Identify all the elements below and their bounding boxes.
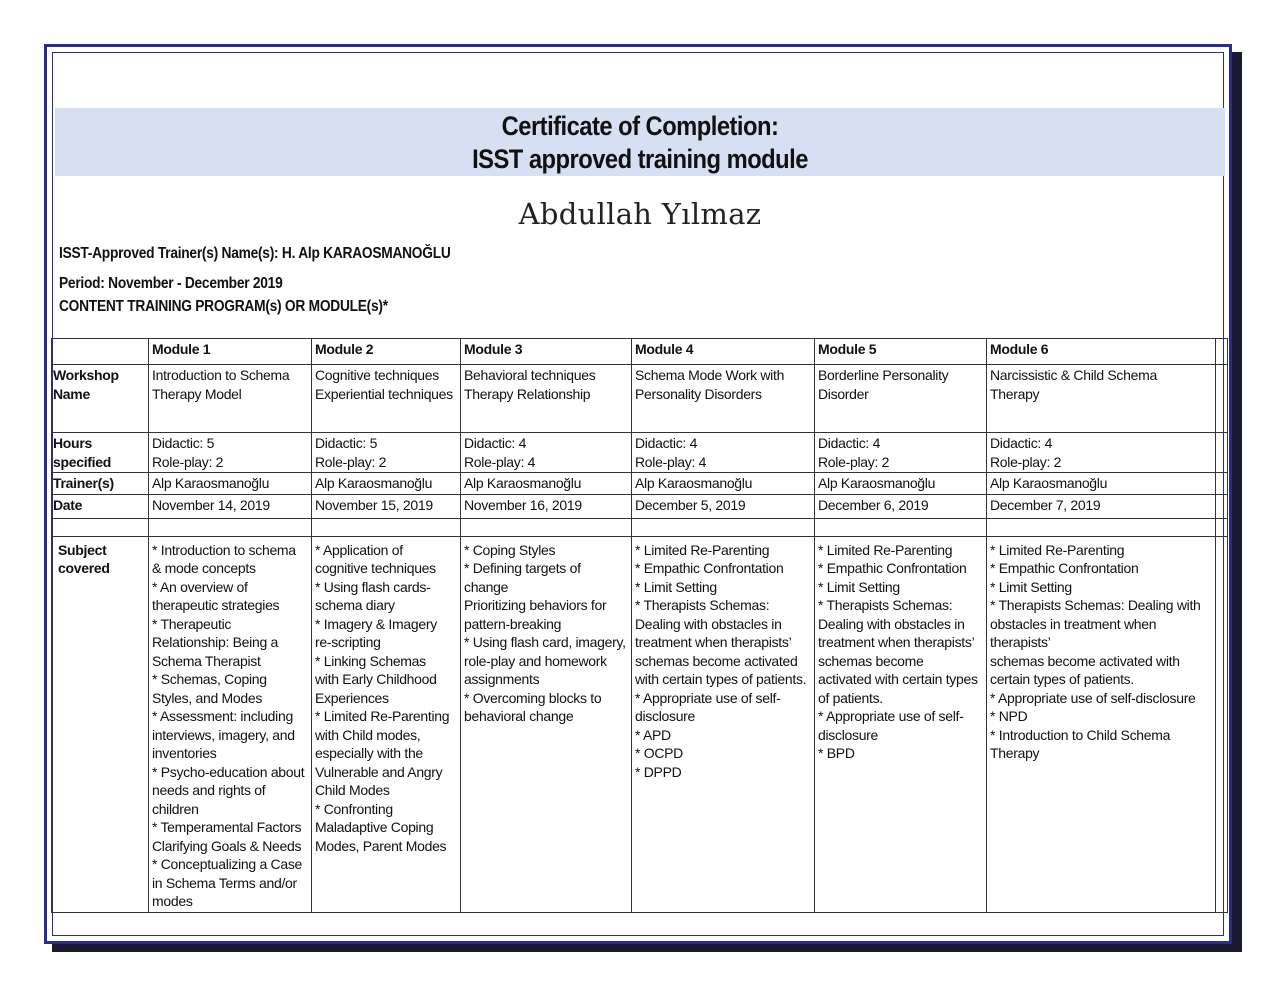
cell-line: Therapy Relationship bbox=[464, 385, 591, 402]
date-label: Date bbox=[52, 494, 149, 518]
subject-item: * Using flash card, imagery, bbox=[464, 634, 626, 650]
subject-item: obstacles in treatment when bbox=[990, 615, 1157, 632]
subject-item: * Therapists Schemas: Dealing with bbox=[990, 597, 1201, 613]
cell-line: Therapy bbox=[990, 385, 1040, 402]
period-line: Period: November - December 2019 bbox=[59, 275, 283, 292]
spacer-cell bbox=[632, 518, 815, 536]
spacer-cell bbox=[987, 518, 1216, 536]
subject-item: with Child modes, bbox=[315, 726, 421, 743]
subject-item: especially with the bbox=[315, 745, 423, 761]
subject-label bbox=[52, 536, 149, 912]
spacer-cell bbox=[52, 518, 149, 536]
spacer-row bbox=[52, 518, 1228, 536]
subject-item: cognitive techniques bbox=[315, 560, 436, 576]
cell-line: Role-play: 2 bbox=[315, 453, 387, 470]
cell-line: Didactic: 4 bbox=[990, 435, 1053, 451]
edge-cell bbox=[1216, 365, 1228, 433]
subject-item: treatment when therapists’ bbox=[818, 634, 975, 650]
subject-list bbox=[632, 536, 815, 912]
cell-line: Cognitive techniques bbox=[315, 367, 439, 383]
subject-item: schemas become bbox=[818, 652, 924, 669]
subject-item: activated with certain types bbox=[818, 671, 978, 687]
subject-item: modes bbox=[152, 893, 193, 909]
hours-value bbox=[987, 433, 1216, 473]
recipient-name: Abdullah Yılmaz bbox=[518, 197, 762, 231]
module-title: Module 2 bbox=[312, 339, 461, 365]
cell-line: Didactic: 4 bbox=[818, 435, 881, 451]
date-value: November 16, 2019 bbox=[461, 494, 632, 518]
cell-line: Experiential techniques bbox=[315, 385, 453, 402]
hours-row bbox=[52, 433, 1228, 473]
subject-item: treatment when therapists’ bbox=[635, 634, 792, 650]
cell-line: Role-play: 2 bbox=[152, 453, 224, 470]
subject-item: * Limited Re-Parenting bbox=[315, 708, 450, 724]
cell-line: Workshop bbox=[53, 367, 119, 383]
subject-list bbox=[312, 536, 461, 912]
subject-item: * Therapeutic bbox=[152, 615, 232, 632]
subject-row bbox=[52, 536, 1228, 912]
cell-line: Therapy Model bbox=[152, 385, 242, 402]
subject-item: disclosure bbox=[818, 726, 879, 743]
subject-list bbox=[987, 536, 1216, 912]
subject-item: * Imagery & Imagery bbox=[315, 615, 437, 632]
subject-item: needs and rights of bbox=[152, 782, 266, 798]
trainer-name: Alp Karaosmanoğlu bbox=[815, 473, 987, 495]
date-value: December 6, 2019 bbox=[815, 494, 987, 518]
subject-item: Styles, and Modes bbox=[152, 689, 263, 706]
trainer-name: Alp Karaosmanoğlu bbox=[632, 473, 815, 495]
subject-item: * Therapists Schemas: bbox=[635, 597, 770, 613]
subject-item: Clarifying Goals & Needs bbox=[152, 837, 302, 854]
subject-item: * Linking Schemas bbox=[315, 652, 426, 669]
subject-item: interviews, imagery, and bbox=[152, 726, 295, 743]
subject-item: with Early Childhood bbox=[315, 671, 437, 687]
subject-item: of patients. bbox=[818, 689, 883, 706]
cell-line: Hours bbox=[53, 435, 92, 451]
subject-item: * Using flash cards- bbox=[315, 578, 431, 595]
subject-item: * Empathic Confrontation bbox=[990, 560, 1139, 576]
cell-line: Behavioral techniques bbox=[464, 367, 596, 383]
trainer-name: Alp Karaosmanoğlu bbox=[987, 473, 1216, 495]
subject-item: * Limited Re-Parenting bbox=[990, 541, 1125, 558]
subject-item: schemas become activated with bbox=[990, 652, 1180, 669]
subject-item: with certain types of patients. bbox=[635, 671, 807, 687]
hours-value bbox=[632, 433, 815, 473]
spacer-cell bbox=[149, 518, 312, 536]
subject-item: * Temperamental Factors bbox=[152, 819, 302, 835]
subject-item: disclosure bbox=[635, 708, 696, 724]
title-line-1: Certificate of Completion: bbox=[501, 111, 779, 141]
subject-item: schema diary bbox=[315, 597, 395, 613]
subject-item: * Limited Re-Parenting bbox=[818, 541, 953, 558]
cell-line: Disorder bbox=[818, 385, 869, 402]
workshop-name bbox=[815, 365, 987, 433]
subject-item: * OCPD bbox=[635, 745, 683, 761]
subject-item: * An overview of bbox=[152, 578, 248, 595]
certificate-title bbox=[125, 110, 1155, 176]
subject-item: * Coping Styles bbox=[464, 541, 556, 558]
subject-item: Maladaptive Coping bbox=[315, 819, 434, 835]
edge-cell bbox=[1216, 494, 1228, 518]
module-title: Module 6 bbox=[987, 339, 1216, 365]
subject-item: Experiences bbox=[315, 689, 389, 706]
subject-item: Vulnerable and Angry bbox=[315, 763, 443, 780]
edge-cell bbox=[1216, 473, 1228, 495]
cell-line: Role-play: 4 bbox=[464, 453, 536, 470]
cell-line: Schema Mode Work with bbox=[635, 367, 785, 383]
workshop-label bbox=[52, 365, 149, 433]
subject-item: Therapy bbox=[990, 745, 1040, 761]
subject-item: * Appropriate use of self-disclosure bbox=[990, 689, 1196, 706]
subject-item: certain types of patients. bbox=[990, 671, 1134, 687]
subject-item: * Confronting bbox=[315, 800, 393, 817]
cell-line: Didactic: 5 bbox=[152, 435, 215, 451]
trainer-name: Alp Karaosmanoğlu bbox=[312, 473, 461, 495]
subject-item: * Application of bbox=[315, 541, 403, 558]
workshop-name bbox=[632, 365, 815, 433]
spacer-cell bbox=[312, 518, 461, 536]
subject-item: Dealing with obstacles in bbox=[818, 615, 965, 632]
subject-item: * Conceptualizing a Case bbox=[152, 856, 303, 872]
subject-item: in Schema Terms and/or bbox=[152, 874, 297, 891]
hours-value bbox=[149, 433, 312, 473]
subject-item: Modes, Parent Modes bbox=[315, 837, 447, 854]
subject-item: schemas become activated bbox=[635, 652, 798, 669]
subject-item: * Appropriate use of self- bbox=[818, 708, 964, 724]
subject-item: * Limit Setting bbox=[635, 578, 717, 595]
subject-item: * Empathic Confrontation bbox=[818, 560, 967, 576]
cell-line: Narcissistic & Child Schema bbox=[990, 367, 1157, 383]
hours-value bbox=[461, 433, 632, 473]
modules-table bbox=[51, 338, 1228, 913]
cell-line: specified bbox=[53, 453, 111, 470]
subject-item: * DPPD bbox=[635, 763, 682, 780]
subject-item: * NPD bbox=[990, 708, 1028, 724]
subject-item: Schema Therapist bbox=[152, 652, 261, 669]
title-line-2: ISST approved training module bbox=[472, 144, 808, 174]
subject-item: & mode concepts bbox=[152, 560, 256, 576]
subject-item: * Overcoming blocks to bbox=[464, 689, 602, 706]
hours-label bbox=[52, 433, 149, 473]
subject-item: * Introduction to Child Schema bbox=[990, 726, 1171, 743]
subject-item: Prioritizing behaviors for bbox=[464, 597, 607, 613]
date-value: December 5, 2019 bbox=[632, 494, 815, 518]
cell-line: covered bbox=[58, 560, 110, 576]
hours-value bbox=[312, 433, 461, 473]
subject-item: Child Modes bbox=[315, 782, 390, 798]
subject-item: behavioral change bbox=[464, 708, 574, 724]
edge-cell bbox=[1216, 536, 1228, 912]
subject-item: re-scripting bbox=[315, 634, 381, 650]
trainer-row bbox=[52, 473, 1228, 495]
cell-line: Didactic: 4 bbox=[635, 435, 698, 451]
cell-line: Name bbox=[53, 385, 90, 402]
subject-item: pattern-breaking bbox=[464, 615, 562, 632]
corner-cell bbox=[52, 339, 149, 365]
date-value: November 14, 2019 bbox=[149, 494, 312, 518]
program-line: CONTENT TRAINING PROGRAM(s) OR MODULE(s)* bbox=[59, 298, 388, 315]
subject-item: Dealing with obstacles in bbox=[635, 615, 782, 632]
subject-item: Relationship: Being a bbox=[152, 634, 279, 650]
subject-item: role-play and homework bbox=[464, 652, 607, 669]
subject-item: * Limit Setting bbox=[990, 578, 1072, 595]
workshop-row bbox=[52, 365, 1228, 433]
hours-value bbox=[815, 433, 987, 473]
subject-item: * Introduction to schema bbox=[152, 541, 296, 558]
trainer-name: Alp Karaosmanoğlu bbox=[461, 473, 632, 495]
workshop-name bbox=[987, 365, 1216, 433]
subject-item: * Appropriate use of self- bbox=[635, 689, 781, 706]
module-title: Module 1 bbox=[149, 339, 312, 365]
module-header-row bbox=[52, 339, 1228, 365]
trainer-name: Alp Karaosmanoğlu bbox=[149, 473, 312, 495]
module-title: Module 4 bbox=[632, 339, 815, 365]
subject-item: * Defining targets of bbox=[464, 560, 581, 576]
subject-list bbox=[815, 536, 987, 912]
workshop-name bbox=[149, 365, 312, 433]
cell-line: Personality Disorders bbox=[635, 385, 762, 402]
cell-line: Borderline Personality bbox=[818, 367, 949, 383]
date-value: November 15, 2019 bbox=[312, 494, 461, 518]
subject-item: * Psycho-education about bbox=[152, 763, 305, 780]
edge-cell bbox=[1216, 433, 1228, 473]
subject-item: change bbox=[464, 578, 509, 595]
spacer-cell bbox=[815, 518, 987, 536]
workshop-name bbox=[461, 365, 632, 433]
workshop-name bbox=[312, 365, 461, 433]
subject-item: inventories bbox=[152, 745, 217, 761]
subject-item: children bbox=[152, 800, 199, 817]
subject-item: * Assessment: including bbox=[152, 708, 293, 724]
subject-list bbox=[461, 536, 632, 912]
trainer-line: ISST-Approved Trainer(s) Name(s): H. Alp KARAOSMANOĞLU bbox=[59, 245, 451, 262]
date-value: December 7, 2019 bbox=[987, 494, 1216, 518]
module-title: Module 5 bbox=[815, 339, 987, 365]
subject-item: * Schemas, Coping bbox=[152, 671, 267, 687]
cell-line: Didactic: 5 bbox=[315, 435, 378, 451]
cell-line: Role-play: 4 bbox=[635, 453, 707, 470]
cell-line: Introduction to Schema bbox=[152, 367, 290, 383]
subject-item: assignments bbox=[464, 671, 540, 687]
spacer-cell bbox=[461, 518, 632, 536]
cell-line: Role-play: 2 bbox=[990, 453, 1062, 470]
subject-item: * Therapists Schemas: bbox=[818, 597, 953, 613]
subject-item: therapists’ bbox=[990, 634, 1051, 650]
module-title: Module 3 bbox=[461, 339, 632, 365]
subject-list bbox=[149, 536, 312, 912]
subject-item: * BPD bbox=[818, 745, 855, 761]
subject-item: * APD bbox=[635, 726, 671, 743]
cell-line: Didactic: 4 bbox=[464, 435, 527, 451]
spacer-cell bbox=[1216, 518, 1228, 536]
cell-line: Role-play: 2 bbox=[818, 453, 890, 470]
subject-item: * Limited Re-Parenting bbox=[635, 541, 770, 558]
subject-item: * Limit Setting bbox=[818, 578, 900, 595]
trainer-label: Trainer(s) bbox=[52, 473, 149, 495]
subject-item: * Empathic Confrontation bbox=[635, 560, 784, 576]
cell-line: Subject bbox=[58, 541, 107, 558]
subject-item: therapeutic strategies bbox=[152, 597, 280, 613]
date-row bbox=[52, 494, 1228, 518]
edge-cell bbox=[1216, 339, 1228, 365]
